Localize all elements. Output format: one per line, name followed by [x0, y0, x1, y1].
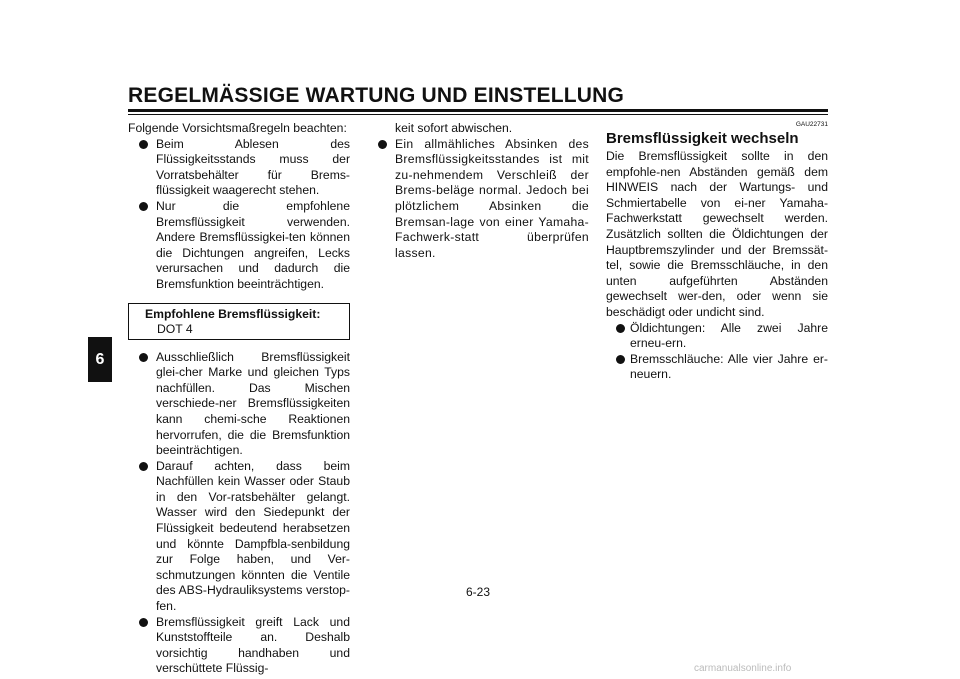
list-item: Ein allmähliches Absinken des Bremsflüssigkeitsstandes ist mit zu-nehmendem Verschleiß der Brems-beläge normal. Jedoch bei plötzlichem Absinken die Bremsan-lage von einer Yamaha-Fachwerk-statt überprüfen lassen. [367, 137, 589, 262]
continuation-text: keit sofort abwischen. [395, 121, 513, 135]
spec-value: DOT 4 [157, 322, 193, 337]
list-item: Nur die empfohlene Bremsflüssigkeit verwenden. Andere Bremsflüssigkei-ten können die Dichtungen angreifen, Lecks verursachen und dadurch die Bremsfunktion beeinträchtigen. [128, 199, 350, 293]
bullet-icon [139, 618, 148, 627]
spec-label: Empfohlene Bremsflüssigkeit: [145, 306, 321, 321]
intro-text: Folgende Vorsichtsmaßregeln beachten: [128, 121, 347, 135]
page-header-title: REGELMÄSSIGE WARTUNG UND EINSTELLUNG [128, 84, 625, 107]
header-rule-thin [128, 114, 828, 115]
chapter-tab: 6 [88, 337, 112, 382]
bullet-icon [616, 324, 625, 333]
list-item: Ausschließlich Bremsflüssigkeit glei-cher Marke und gleichen Typs nachfüllen. Das Mischen verschiede-ner Bremsflüssigkeiten kann chemi-sche Reaktionen hervorrufen, die die Bremsfunktion beeinträchtigen. [128, 350, 350, 459]
bullet-icon [139, 353, 148, 362]
section-code: GAU22731 [795, 121, 828, 128]
column-1 [128, 121, 350, 677]
section-body: Die Bremsflüssigkeit sollte in den empfohle-nen Abständen gemäß dem HINWEIS nach der Wartungs- und Schmiertabelle von ei-ner Yamaha-Fachwerkstatt gewechselt werden. Zusätzlich sollten die Öldichtungen der Hauptbremszylinder und der Bremssät-tel, sowie die Bremsschläuche, in den unten aufgeführten Abständen gewechselt wer-den, oder wenn sie beschädigt oder undicht sind. [606, 149, 828, 319]
bullet-icon [378, 140, 387, 149]
column-3 [606, 121, 828, 383]
footer-watermark: carmanualsonline.info [694, 663, 792, 674]
list-item: Darauf achten, dass beim Nachfüllen kein Wasser oder Staub in den Vor-ratsbehälter gelangt. Wasser wird den Siedepunkt der Flüssigkeit bedeutend herabsetzen und könnte Dampfbla-senbildung zur Folge haben, und Ver-schmutzungen könnten die Ventile des ABS-Hydrauliksystems verstop-fen. [128, 459, 350, 615]
bullet-icon [139, 462, 148, 471]
page-number: 6-23 [466, 585, 491, 599]
section-title: Bremsflüssigkeit wechseln [606, 130, 799, 147]
list-item: Beim Ablesen des Flüssigkeitsstands muss der Vorratsbehälter für Brems-flüssigkeit waagerecht stehen. [128, 137, 350, 199]
list-item: Bremsschläuche: Alle vier Jahre er-neuern. [606, 352, 828, 383]
bullet-icon [616, 355, 625, 364]
bullet-icon [139, 140, 148, 149]
bullet-icon [139, 202, 148, 211]
header-rule-thick [128, 109, 828, 112]
list-item: Bremsflüssigkeit greift Lack und Kunststoffteile an. Deshalb vorsichtig handhaben und verschüttete Flüssig- [128, 615, 350, 677]
list-item: Öldichtungen: Alle zwei Jahre erneu-ern. [606, 321, 828, 352]
spec-box [128, 303, 350, 340]
column-2 [367, 121, 589, 261]
